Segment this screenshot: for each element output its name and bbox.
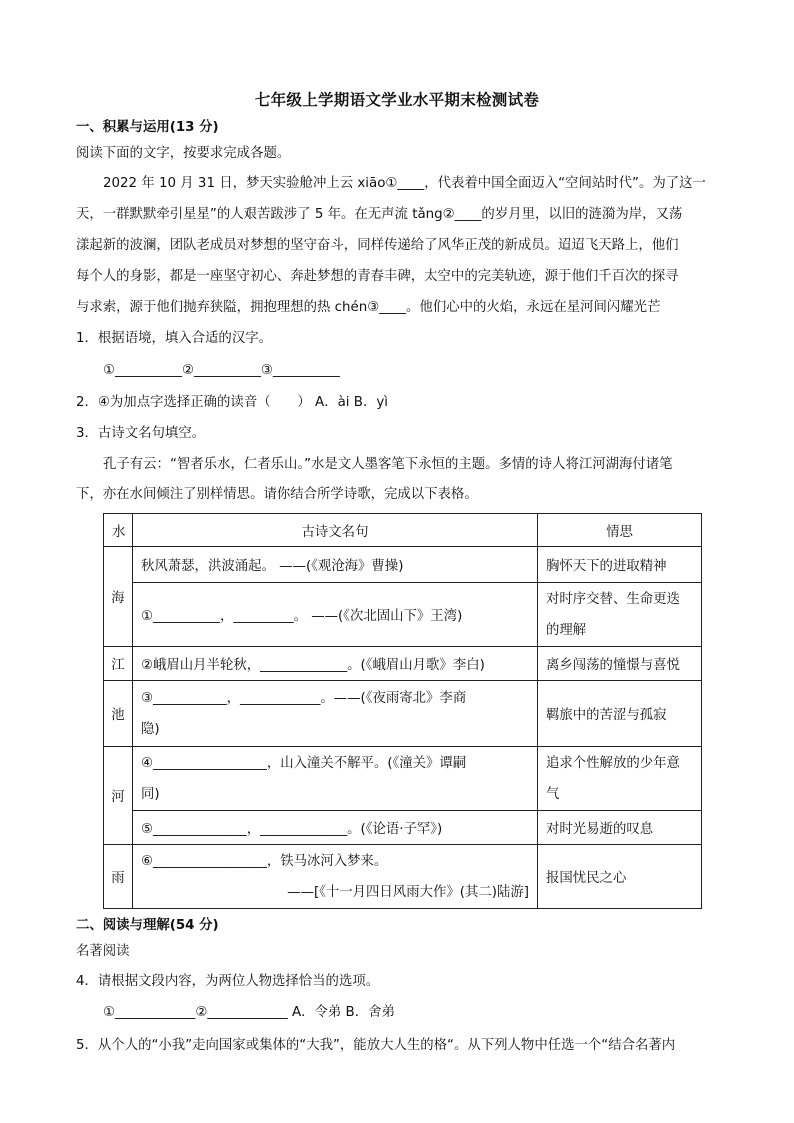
passage-line: 2022 年 10 月 31 日，梦天实验舱冲上云 xiāo①____，代表着中国全面迈入“空间站时代”。为了这一 (103, 176, 706, 191)
verse-cell (133, 845, 538, 909)
table-row (104, 845, 702, 909)
section2-heading: 二、阅读与理解(54 分) (76, 918, 219, 933)
question-4-blanks: ①____________②____________ A．令弟 B．舍弟 (103, 1005, 395, 1020)
emotion-text: 追求个性解放的少年意 (546, 755, 680, 771)
verse-cell (133, 583, 538, 647)
verse-cell (133, 681, 538, 747)
table-row (104, 583, 702, 647)
emotion-text: 羁旅中的苦涩与孤寂 (546, 708, 667, 723)
passage-line: 漾起新的波澜，团队老成员对梦想的坚守奋斗，同样传递给了风华正茂的新成员。迢迢飞天路上，他们 (76, 238, 679, 253)
table-row (104, 747, 702, 811)
verse-text: ⑤______________，_____________。(《论语·子罕》) (141, 822, 443, 837)
table-header-verse: 古诗文名句 (133, 514, 538, 547)
emotion-cell (538, 845, 702, 909)
verse-cell (133, 647, 538, 681)
table-row (104, 811, 702, 845)
poem-table (103, 513, 702, 909)
emotion-text: 对时序交替、生命更迭 (546, 591, 680, 607)
table-header-emotion: 情思 (538, 514, 702, 547)
water-cell-sea: 海 (104, 547, 133, 647)
verse-text: ①__________，_________。 ——(《次北固山下》王湾) (141, 609, 463, 624)
verse-text: 隐) (141, 721, 160, 737)
emotion-cell (538, 681, 702, 747)
question-3: 3．古诗文名句填空。 (76, 426, 206, 441)
passage-line: 与求索，源于他们抛弃狭隘，拥抱理想的热 chén③____。他们心中的火焰，永远在星河间闪耀光芒 (76, 300, 661, 315)
water-cell-pond: 池 (104, 681, 133, 747)
emotion-text: 气 (546, 786, 560, 802)
verse-cell (133, 747, 538, 811)
section1-heading: 一、积累与运用(13 分) (76, 120, 219, 135)
question-4: 4．请根据文段内容，为两位人物选择恰当的选项。 (76, 974, 380, 989)
water-cell-stream: 河 (104, 747, 133, 845)
table-row (104, 681, 702, 747)
verse-text: 同) (141, 786, 160, 802)
question-5: 5．从个人的“小我”走向国家或集体的“大我”，能放大人生的格“。从下列人物中任选一个“结合名著内 (76, 1038, 676, 1053)
emotion-text: 胸怀天下的进取精神 (546, 559, 667, 574)
verse-text: ②峨眉山月半轮秋，_____________。(《峨眉山月歌》李白) (141, 658, 485, 673)
emotion-text: 对时光易逝的叹息 (546, 822, 654, 837)
verse-text: ⑥_________________，铁马冰河入梦来。 (141, 853, 388, 869)
passage-line: 天，一群默默牵引星星”的人艰苦跋涉了 5 年。在无声流 tǎng②____的岁月里，以旧的涟漪为岸，又荡 (76, 207, 683, 222)
exam-title: 七年级上学期语文学业水平期末检测试卷 (254, 91, 540, 109)
emotion-cell (538, 583, 702, 647)
verse-text: ④_________________，山入潼关不解平。(《潼关》谭嗣 (141, 755, 467, 771)
table-header-water: 水 (104, 514, 133, 547)
question-3-intro: 孔子有云：“智者乐水，仁者乐山。”水是文人墨客笔下永恒的主题。多情的诗人将江河湖海付诸笔 (103, 457, 673, 472)
verse-cell (133, 811, 538, 845)
water-cell-rain: 雨 (104, 845, 133, 909)
question-1-blanks: ①__________②__________③__________ (103, 363, 340, 378)
section2-subheading: 名著阅读 (76, 944, 130, 959)
question-1: 1．根据语境，填入合适的汉字。 (76, 331, 272, 346)
section1-instruction: 阅读下面的文字，按要求完成各题。 (76, 146, 291, 161)
emotion-cell (538, 747, 702, 811)
emotion-cell (538, 811, 702, 845)
emotion-cell (538, 547, 702, 583)
verse-cell (133, 547, 538, 583)
verse-text: ③___________，____________。——(《夜雨寄北》李商 (141, 690, 467, 706)
water-cell-river: 江 (104, 647, 133, 681)
emotion-text: 的理解 (546, 622, 587, 638)
emotion-text: 报国忧民之心 (546, 871, 627, 886)
table-header-row (104, 514, 702, 547)
emotion-cell (538, 647, 702, 681)
emotion-text: 离乡闯荡的憧憬与喜悦 (546, 658, 680, 673)
question-3-intro: 下，亦在水间倾注了别样情思。请你结合所学诗歌，完成以下表格。 (76, 487, 478, 502)
table-row (104, 647, 702, 681)
passage-line: 每个人的身影，都是一座坚守初心、奔赴梦想的青春丰碑，太空中的完美轨迹，源于他们千百次的探寻 (76, 269, 679, 284)
question-2: 2．④为加点字选择正确的读音（ ） A．ài B．yì (76, 395, 388, 410)
table-row (104, 547, 702, 583)
verse-text: 秋风萧瑟，洪波涌起。 ——(《观沧海》曹操) (141, 559, 404, 574)
verse-source: ——[《十一月四日风雨大作》(其二)陆游] (287, 884, 529, 900)
